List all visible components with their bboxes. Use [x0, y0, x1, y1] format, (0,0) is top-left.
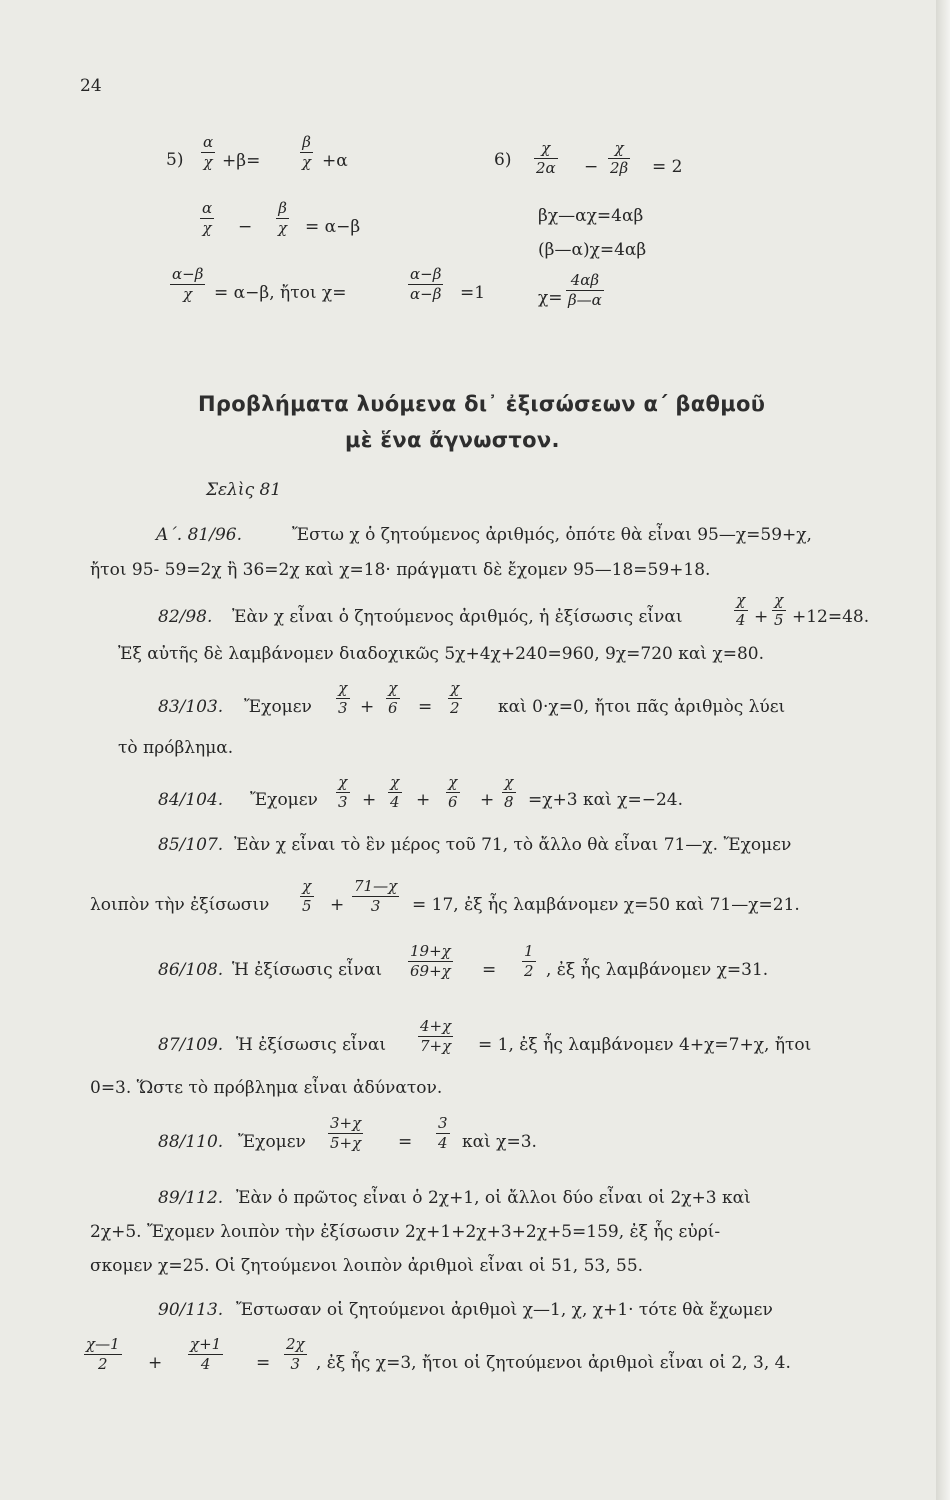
problem-88-frac1: $\frac{3+\chi}{5+\chi}$: [330, 1114, 362, 1152]
page-edge: [936, 0, 950, 1500]
problem-85-line2-post: = 17, ἐξ ἧς λαμβάνομεν χ=50 καὶ 71—χ=21.: [412, 895, 800, 915]
ex6-l3: (β—α)χ=4αβ: [538, 240, 647, 260]
problem-90-number: 90/113.: [158, 1300, 224, 1320]
problem-82-number: 82/98.: [158, 607, 213, 627]
ex6-l1-mid: −: [584, 157, 599, 177]
problem-86-post: , ἐξ ἧς λαμβάνομεν χ=31.: [546, 960, 769, 980]
problem-81-line1: Ἔστω χ ὁ ζητούμενος ἀριθμός, ὁπότε θὰ εἶναι 95—χ=59+χ,: [292, 525, 812, 545]
ex5-l2-end: = α−β: [305, 217, 361, 237]
problem-90-op1: +: [148, 1353, 163, 1373]
ex5-l3-frac1: $\frac{\alpha-\beta}{\chi}$: [172, 265, 204, 303]
problem-82-plus: +: [754, 607, 769, 627]
problem-88-pre: Ἔχομεν: [238, 1132, 306, 1152]
problem-89-line2: 2χ+5. Ἔχομεν λοιπὸν τὴν ἐξίσωσιν 2χ+1+2χ+3+2χ+5=159, ἐξ ἧς εὑρί-: [90, 1222, 721, 1242]
ex6-l4-pre: χ=: [538, 288, 563, 308]
problem-85-op1: +: [330, 895, 345, 915]
ex5-l1-mid: +β=: [222, 151, 261, 171]
problem-84-op3: +: [480, 790, 495, 810]
problem-87-post: = 1, ἐξ ἧς λαμβάνομεν 4+χ=7+χ, ἤτοι: [478, 1035, 812, 1055]
problem-83-frac2: $\frac{\chi}{6}$: [388, 679, 398, 717]
problem-86-frac2: $\frac{1}{2}$: [524, 942, 534, 980]
ex5-l1-end: +α: [322, 151, 348, 171]
problem-83-frac3: $\frac{\chi}{2}$: [450, 679, 460, 717]
problem-89-line3: σκομεν χ=25. Οἱ ζητούμενοι λοιπὸν ἀριθμοὶ εἶναι οἱ 51, 53, 55.: [90, 1256, 644, 1276]
page-number: 24: [80, 76, 102, 96]
problem-90-line1: Ἔστωσαν οἱ ζητούμενοι ἀριθμοὶ χ—1, χ, χ+1· τότε θὰ ἔχωμεν: [236, 1300, 773, 1320]
section-heading-line2: μὲ ἕνα ἄγνωστον.: [345, 428, 560, 452]
problem-83-line2: τὸ πρόβλημα.: [118, 738, 234, 758]
ex5-l2-frac1: $\frac{\alpha}{\chi}$: [202, 199, 213, 237]
problem-82-line1a: Ἐὰν χ εἶναι ὁ ζητούμενος ἀριθμός, ἡ ἐξίσωσις εἶναι: [232, 607, 683, 627]
ex6-l1-end: = 2: [652, 157, 683, 177]
problem-88-number: 88/110.: [158, 1132, 224, 1152]
problem-89-number: 89/112.: [158, 1188, 224, 1208]
ex5-l1-frac1: $\frac{\alpha}{\chi}$: [203, 133, 214, 171]
problem-82-line1b: +12=48.: [792, 607, 870, 627]
problem-84-pre: Ἔχομεν: [250, 790, 318, 810]
problem-86-op1: =: [482, 960, 497, 980]
ex6-label: 6): [494, 150, 512, 170]
problem-87-number: 87/109.: [158, 1035, 224, 1055]
problem-87-frac1: $\frac{4+\chi}{7+\chi}$: [420, 1017, 452, 1055]
problem-88-op1: =: [398, 1132, 413, 1152]
problem-85-line2-pre: λοιπὸν τὴν ἐξίσωσιν: [90, 895, 270, 915]
problem-90-op2: =: [256, 1353, 271, 1373]
ex5-l3-end: =1: [460, 283, 486, 303]
problem-83-number: 83/103.: [158, 697, 224, 717]
ex5-label: 5): [166, 150, 184, 170]
problem-84-frac1: $\frac{\chi}{3}$: [338, 773, 348, 811]
problem-89-line1: Ἐὰν ὁ πρῶτος εἶναι ὁ 2χ+1, οἱ ἄλλοι δύο εἶναι οἱ 2χ+3 καὶ: [236, 1188, 751, 1208]
problem-84-post: =χ+3 καὶ χ=−24.: [528, 790, 684, 810]
problem-88-frac2: $\frac{3}{4}$: [438, 1114, 448, 1152]
problem-84-op2: +: [416, 790, 431, 810]
problem-87-pre: Ἡ ἐξίσωσις εἶναι: [236, 1035, 387, 1055]
problem-90-post: , ἐξ ἧς χ=3, ἤτοι οἱ ζητούμενοι ἀριθμοὶ εἶναι οἱ 2, 3, 4.: [316, 1353, 791, 1373]
problem-86-number: 86/108.: [158, 960, 224, 980]
problem-83-pre: Ἔχομεν: [244, 697, 312, 717]
problem-85-line1: Ἐὰν χ εἶναι τὸ ἓν μέρος τοῦ 71, τὸ ἄλλο θὰ εἶναι 71—χ. Ἔχομεν: [234, 835, 792, 855]
problem-81-line2: ἤτοι 95- 59=2χ ἢ 36=2χ καὶ χ=18· πράγματι δὲ ἔχομεν 95—18=59+18.: [90, 560, 711, 580]
problem-82-frac2: $\frac{\chi}{5}$: [774, 591, 784, 629]
ex5-l3-frac2: $\frac{\alpha-\beta}{\alpha-\beta}$: [410, 265, 442, 303]
ex5-l2-frac2: $\frac{\beta}{\chi}$: [278, 199, 288, 237]
ex6-l1-frac1: $\frac{\chi}{2\alpha}$: [536, 139, 556, 177]
ex6-l4-frac: $\frac{4\alpha\beta}{\beta—\alpha}$: [568, 271, 602, 309]
page-reference: Σελὶς 81: [206, 480, 282, 500]
problem-82-frac1: $\frac{\chi}{4}$: [736, 591, 746, 629]
problem-83-frac1: $\frac{\chi}{3}$: [338, 679, 348, 717]
problem-85-frac1: $\frac{\chi}{5}$: [302, 877, 312, 915]
problem-83-post: καὶ 0·χ=0, ἤτοι πᾶς ἀριθμὸς λύει: [498, 697, 786, 717]
problem-85-number: 85/107.: [158, 835, 224, 855]
problem-83-op1: +: [360, 697, 375, 717]
ex5-l1-frac2: $\frac{\beta}{\chi}$: [302, 133, 312, 171]
problem-88-post: καὶ χ=3.: [462, 1132, 537, 1152]
problem-90-frac3: $\frac{2\chi}{3}$: [286, 1335, 305, 1373]
problem-82-line2: Ἐξ αὐτῆς δὲ λαμβάνομεν διαδοχικῶς 5χ+4χ+240=960, 9χ=720 καὶ χ=80.: [118, 644, 764, 664]
problem-90-frac2: $\frac{\chi+1}{4}$: [190, 1335, 222, 1373]
ex5-l3-mid: = α−β, ἤτοι χ=: [214, 283, 347, 303]
problem-84-frac3: $\frac{\chi}{6}$: [448, 773, 458, 811]
problem-87-line2: 0=3. Ὥστε τὸ πρόβλημα εἶναι ἀδύνατον.: [90, 1078, 443, 1098]
problem-86-pre: Ἡ ἐξίσωσις εἶναι: [232, 960, 383, 980]
problem-90-frac1: $\frac{\chi—1}{2}$: [86, 1335, 120, 1373]
problem-85-frac2: $\frac{71—\chi}{3}$: [354, 877, 398, 915]
section-heading-line1: Προβλήματα λυόμενα δι᾽ ἐξισώσεων α΄ βαθμοῦ: [198, 392, 766, 416]
ex6-l2: βχ—αχ=4αβ: [538, 206, 644, 226]
problem-84-op1: +: [362, 790, 377, 810]
problem-84-frac2: $\frac{\chi}{4}$: [390, 773, 400, 811]
problem-84-number: 84/104.: [158, 790, 224, 810]
ex5-l2-mid: −: [238, 217, 253, 237]
ex6-l1-frac2: $\frac{\chi}{2\beta}$: [610, 139, 629, 177]
problem-83-op2: =: [418, 697, 433, 717]
problem-81-number: Α΄. 81/96.: [156, 525, 242, 545]
problem-86-frac1: $\frac{19+\chi}{69+\chi}$: [410, 942, 451, 980]
problem-84-frac4: $\frac{\chi}{8}$: [504, 773, 514, 811]
